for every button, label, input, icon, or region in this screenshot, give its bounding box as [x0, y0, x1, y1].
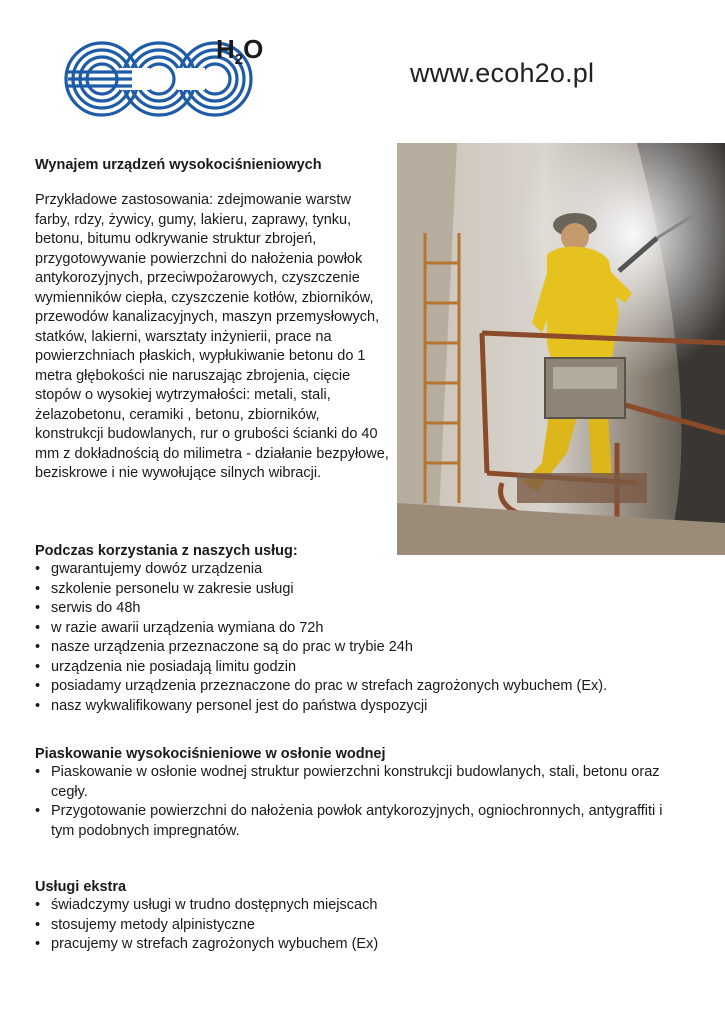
- logo-sub: 2: [234, 51, 244, 68]
- list-item: • nasze urządzenia przeznaczone są do prac w trybie 24h: [35, 638, 685, 658]
- website-url[interactable]: www.ecoh2o.pl: [410, 58, 595, 88]
- list-item: • świadczymy usługi w trudno dostępnych miejscach: [35, 896, 685, 916]
- list-item: • nasz wykwalifikowany personel jest do państwa dyspozycji: [35, 697, 685, 717]
- list-item: • serwis do 48h: [35, 599, 685, 619]
- services-section: [35, 543, 685, 716]
- list-item: • stosujemy metody alpinistyczne: [35, 916, 685, 936]
- intro-block: [35, 157, 390, 484]
- sandblasting-section: [35, 746, 685, 841]
- eco-h2o-logo: [62, 32, 282, 122]
- list-item: • pracujemy w strefach zagrożonych wybuchem (Ex): [35, 935, 685, 955]
- list-item: • gwarantujemy dowóz urządzenia: [35, 560, 685, 580]
- section-title: Usługi ekstra: [35, 879, 127, 895]
- logo-h: H: [216, 34, 235, 64]
- list-item: • Piaskowanie w osłonie wodnej struktur powierzchni konstrukcji budowlanych, stali, betonu oraz cegły.: [35, 763, 685, 802]
- intro-title: Wynajem urządzeń wysokociśnieniowych: [35, 157, 322, 173]
- extra-services-section: [35, 879, 685, 955]
- list-item: • posiadamy urządzenia przeznaczone do prac w strefach zagrożonych wybuchem (Ex).: [35, 677, 685, 697]
- bullet-list: [35, 763, 685, 841]
- hydroblasting-worker-image: [397, 143, 725, 555]
- list-item: • w razie awarii urządzenia wymiana do 72h: [35, 619, 685, 639]
- bullet-list: [35, 560, 685, 716]
- section-title: Podczas korzystania z naszych usług:: [35, 543, 298, 559]
- eco-logo-icon: [62, 32, 282, 122]
- section-title: Piaskowanie wysokociśnieniowe w osłonie wodnej: [35, 746, 386, 762]
- logo-o: O: [243, 34, 264, 64]
- list-item: • szkolenie personelu w zakresie usługi: [35, 580, 685, 600]
- list-item: • Przygotowanie powierzchni do nałożenia powłok antykorozyjnych, ogniochronnych, antygraffiti i tym podobnych impregnatów.: [35, 802, 685, 841]
- worker-photo: [397, 143, 725, 555]
- intro-body: Przykładowe zastosowania: zdejmowanie warstw farby, rdzy, żywicy, gumy, lakieru, zaprawy, tynku, betonu, bitumu odkrywanie struktur zbrojeń, przygotowywanie powierzchni do nałożenia powłok antykorozyjnych, przeciwpożarowych, czyszczenie wymienników ciepła, czyszczenie kotłów, zbiorników, przewodów kanalizacyjnych, maszyn przemysłowych, statków, lakierni, warsztaty inżynierii, prace na powierzchniach płaskich, wypłukiwanie betonu do 1 metra głębokości nie naruszając zbrojenia, cięcie stopów o wysokiej wytrzymałości: metali, stali, żelazobetonu, ceramiki , betonu, zbiorników, konstrukcji budowlanych, rur o grubości ścianki do 40 mm z dokładnością do milimetra - działanie bezpyłowe, beziskrowe i nie wywołujące silnych wibracji.: [35, 192, 389, 481]
- list-item: • urządzenia nie posiadają limitu godzin: [35, 658, 685, 678]
- svg-text:H2O: [216, 34, 263, 68]
- bullet-list: [35, 896, 685, 955]
